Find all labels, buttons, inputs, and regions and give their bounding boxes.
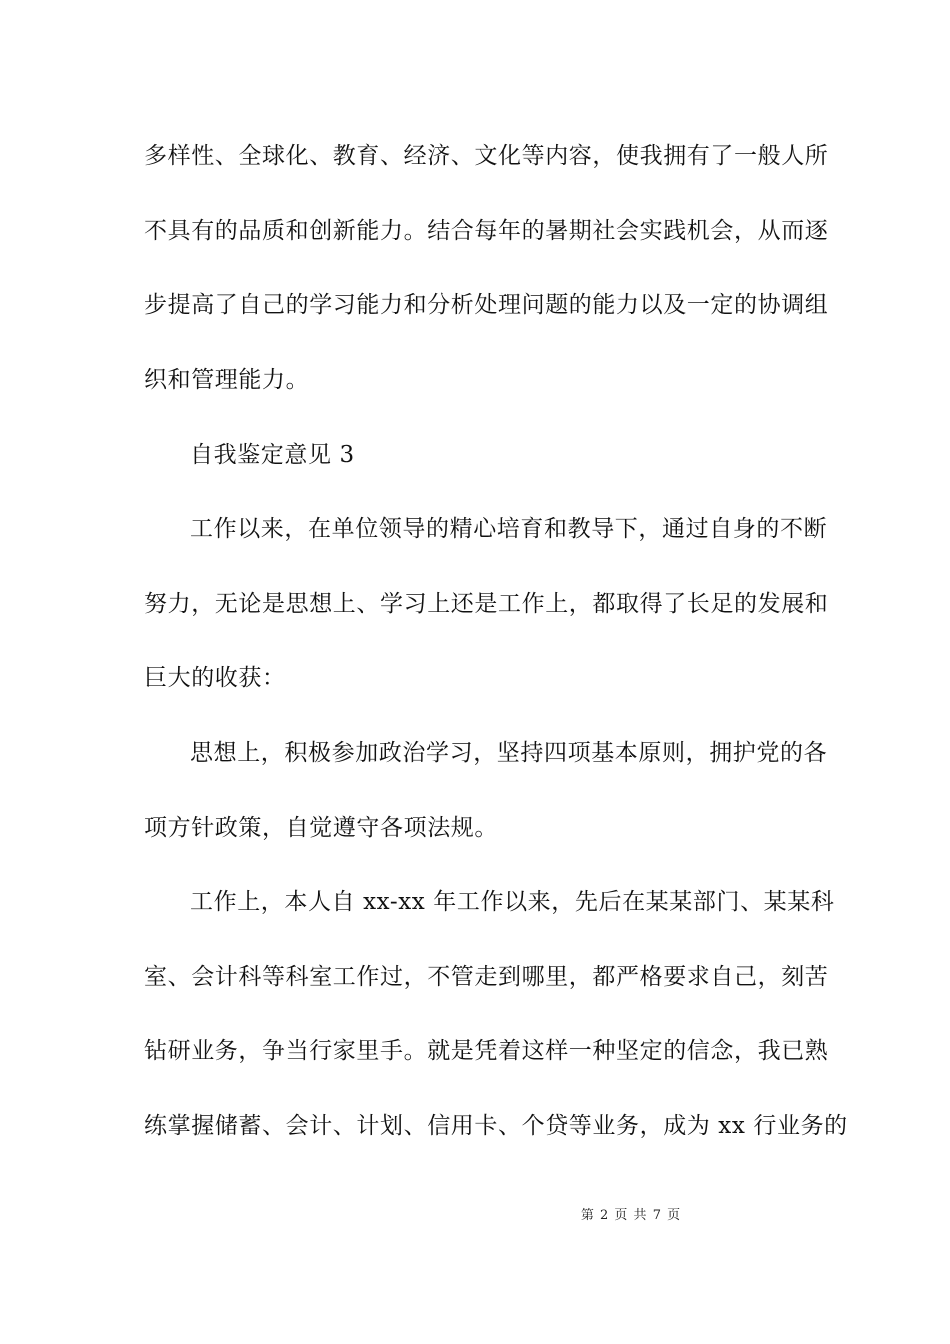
paragraph-line: 织和管理能力。 xyxy=(144,367,310,393)
page-number: 第 2 页 共 7 页 xyxy=(580,1208,682,1223)
paragraph-line: 努力，无论是思想上、学习上还是工作上，都取得了长足的发展和 xyxy=(144,591,829,617)
paragraph-line: 多样性、全球化、教育、经济、文化等内容，使我拥有了一般人所 xyxy=(144,143,829,169)
paragraph-line: 巨大的收获： xyxy=(144,665,286,691)
paragraph-line: 室、会计科等科室工作过，不管走到哪里，都严格要求自己，刻苦 xyxy=(144,964,829,990)
paragraph-line: 思想上，积极参加政治学习，坚持四项基本原则，拥护党的各 xyxy=(190,740,828,766)
paragraph-line: 工作以来，在单位领导的精心培育和教导下，通过自身的不断 xyxy=(190,516,828,542)
paragraph-line: 工作上，本人自 xx-xx 年工作以来，先后在某某部门、某某科 xyxy=(190,889,835,915)
paragraph-line: 练掌握储蓄、会计、计划、信用卡、个贷等业务，成为 xx 行业务的 xyxy=(144,1113,848,1139)
paragraph-line: 步提高了自己的学习能力和分析处理问题的能力以及一定的协调组 xyxy=(144,292,829,318)
paragraph-line: 钻研业务，争当行家里手。就是凭着这样一种坚定的信念，我已熟 xyxy=(144,1038,829,1064)
paragraph-line: 不具有的品质和创新能力。结合每年的暑期社会实践机会，从而逐 xyxy=(144,218,829,244)
page-footer xyxy=(0,1207,950,1225)
paragraph-line: 项方针政策，自觉遵守各项法规。 xyxy=(144,815,498,841)
section-heading: 自我鉴定意见 3 xyxy=(190,442,355,468)
